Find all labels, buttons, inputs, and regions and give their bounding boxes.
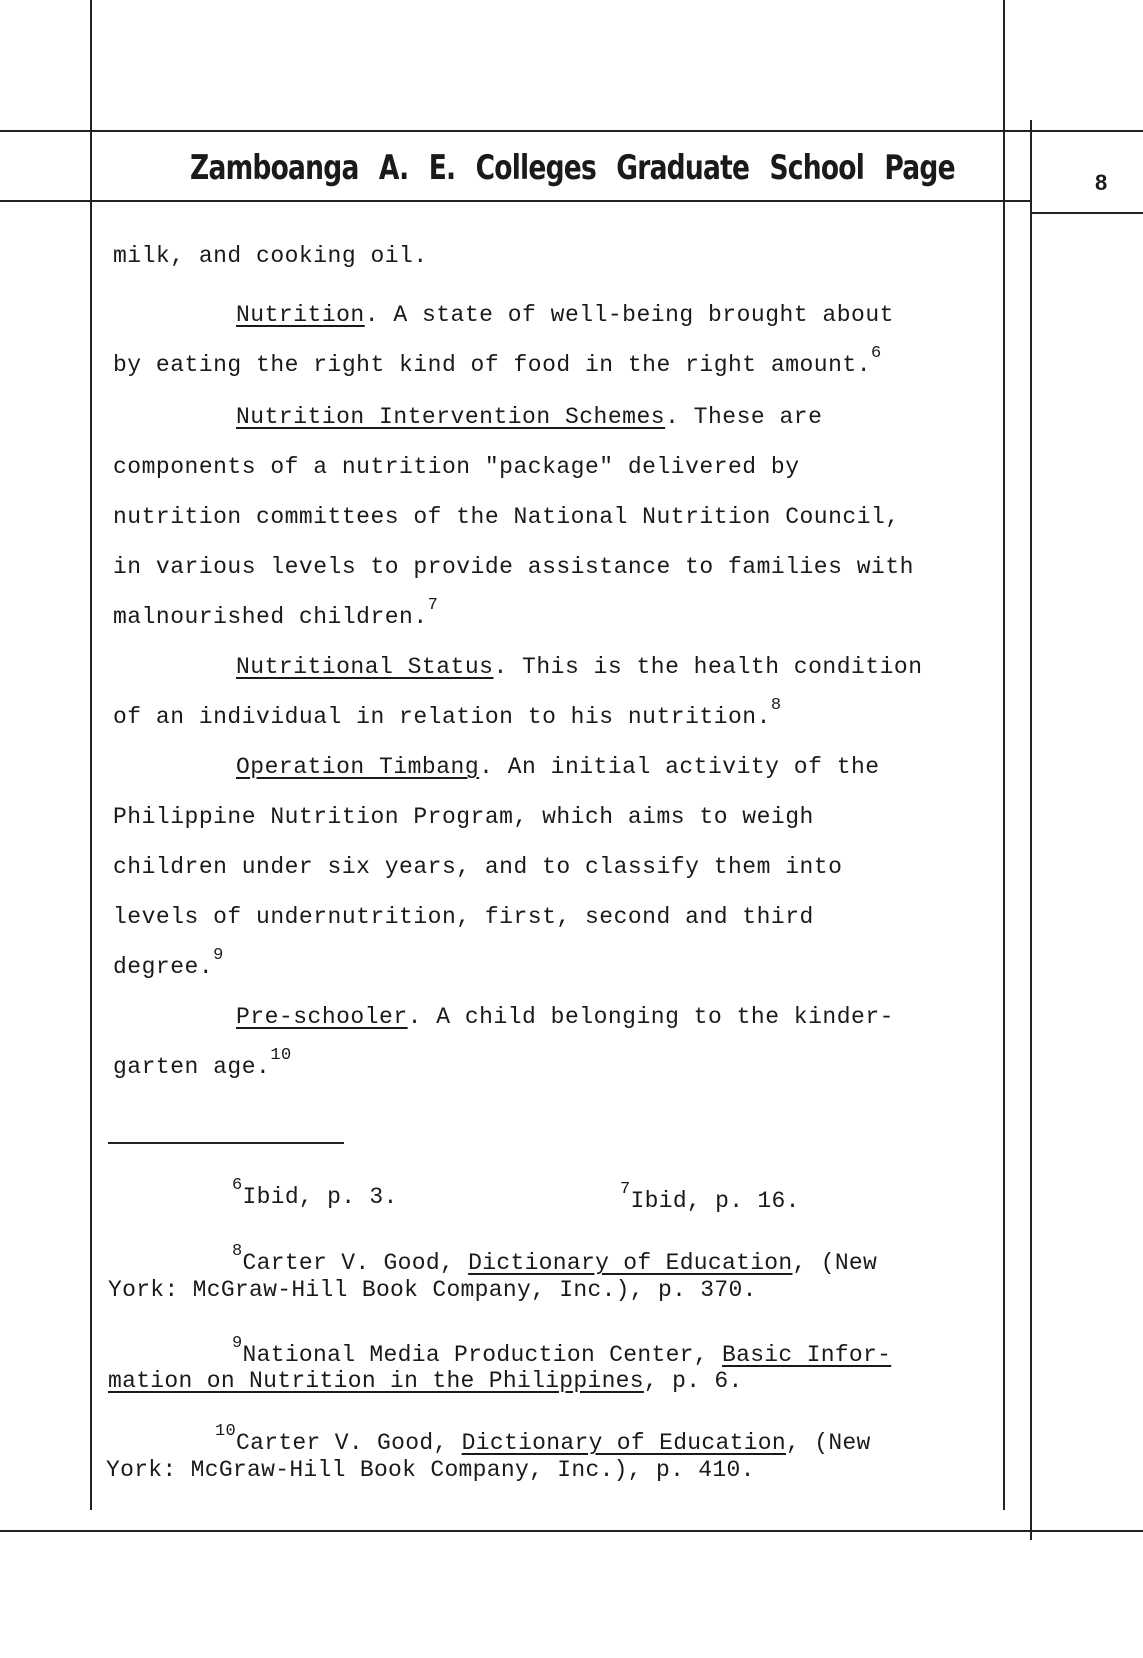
term: Nutrition Intervention Schemes	[236, 404, 666, 430]
body-line: garten age.$^{10}$	[113, 1046, 292, 1080]
left-margin-rule	[90, 0, 92, 1510]
footnote-6: $^6$Ibid, p. 3.	[232, 1176, 398, 1210]
footnote-ref: 8	[770, 696, 782, 715]
header-word: Zamboanga	[190, 148, 359, 188]
definition-nutrition: Nutrition. A state of well-being brought about	[236, 302, 894, 328]
header-top-rule	[0, 130, 1143, 132]
header-word: E.	[428, 148, 456, 188]
right-margin-rule	[1003, 0, 1005, 1510]
header-word: Graduate	[616, 148, 750, 188]
header-bottom-rule	[0, 200, 1030, 202]
page-number: 8	[1095, 170, 1108, 195]
footnote-separator	[108, 1142, 344, 1144]
footnote-9-line2: mation on Nutrition in the Philippines, p. 6.	[108, 1368, 743, 1394]
footnote-10: $^{10}$Carter V. Good, Dictionary of Education, (New	[215, 1422, 871, 1456]
footnote-8: $^8$Carter V. Good, Dictionary of Education, (New	[232, 1242, 878, 1276]
footnote-7: $^7$Ibid, p. 16.	[620, 1180, 800, 1214]
footnote-ref: 7	[427, 596, 439, 615]
body-line: Philippine Nutrition Program, which aims to weigh	[113, 804, 814, 830]
term: Pre-schooler	[236, 1004, 408, 1030]
header-word: School	[769, 148, 865, 188]
body-line: in various levels to provide assistance to families with	[113, 554, 914, 580]
body-line: degree.$^9$	[113, 946, 224, 980]
definition-nis: Nutrition Intervention Schemes. These are	[236, 404, 823, 430]
definition-nutritional-status: Nutritional Status. This is the health condition	[236, 654, 923, 680]
header-word: A.	[378, 148, 409, 188]
header-word: Colleges	[475, 148, 597, 188]
footer-rule	[0, 1530, 1143, 1532]
body-line: levels of undernutrition, first, second and third	[113, 904, 814, 930]
page-num-rule	[1030, 120, 1032, 1540]
body-line: milk, and cooking oil.	[113, 243, 428, 269]
header-word: Page	[884, 148, 955, 188]
definition-operation-timbang: Operation Timbang. An initial activity of the	[236, 754, 880, 780]
term: Operation Timbang	[236, 754, 480, 780]
footnote-ref: 10	[270, 1046, 292, 1065]
footnote-9: $^9$National Media Production Center, Basic Infor-	[232, 1334, 892, 1368]
header-bottom-rule-right	[1032, 212, 1143, 214]
definition-pre-schooler: Pre-schooler. A child belonging to the kinder-	[236, 1004, 894, 1030]
footnote-8-line2: York: McGraw-Hill Book Company, Inc.), p. 370.	[108, 1277, 757, 1303]
term: Nutritional Status	[236, 654, 494, 680]
body-line: by eating the right kind of food in the right amount.$^6$	[113, 344, 882, 378]
term: Nutrition	[236, 302, 365, 328]
body-line: of an individual in relation to his nutrition.$^8$	[113, 696, 782, 730]
body-line: nutrition committees of the National Nutrition Council,	[113, 504, 900, 530]
footnote-ref: 9	[213, 946, 224, 965]
page-header	[190, 148, 955, 198]
body-line: malnourished children.$^7$	[113, 596, 439, 630]
footnote-10-line2: York: McGraw-Hill Book Company, Inc.), p. 410.	[106, 1457, 755, 1483]
body-line: components of a nutrition "package" delivered by	[113, 454, 800, 480]
body-line: children under six years, and to classify them into	[113, 854, 843, 880]
footnote-ref: 6	[871, 344, 882, 363]
